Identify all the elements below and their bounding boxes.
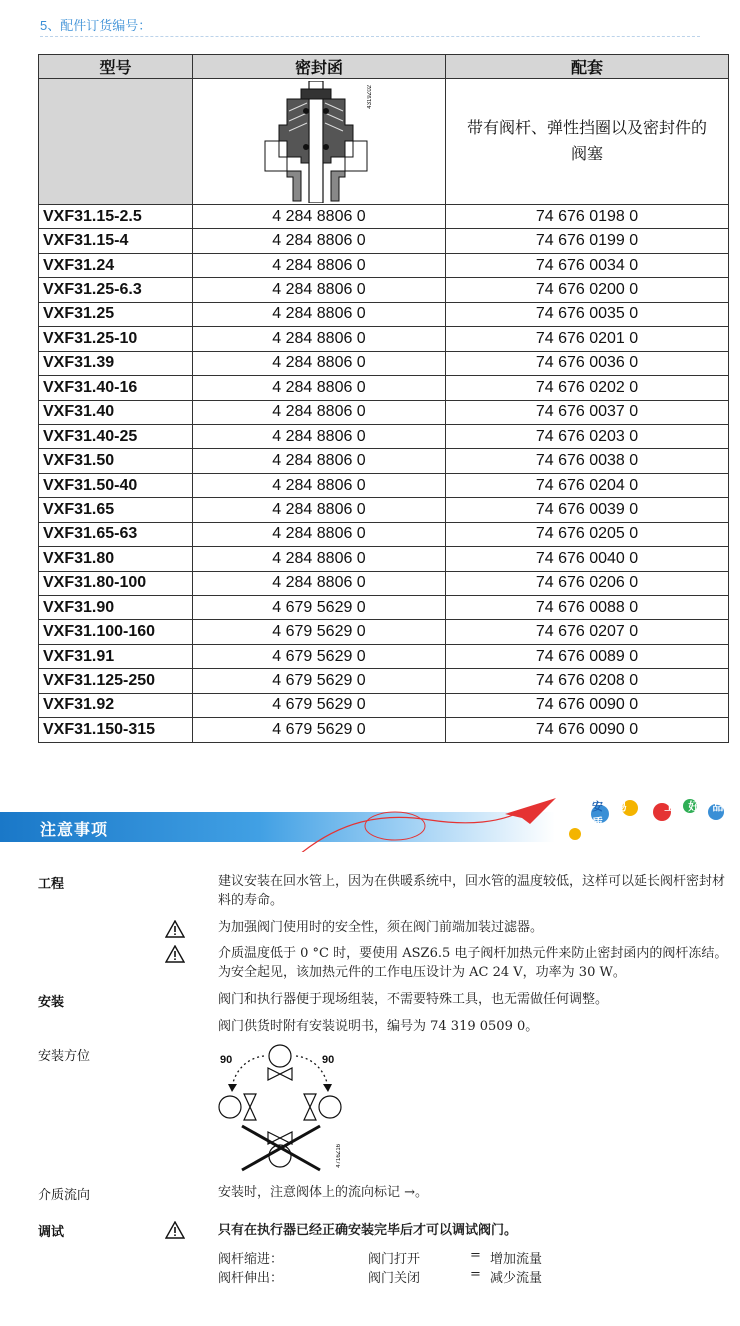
table-row [39,669,729,693]
flow-increase-text: 增加流量 [490,1252,543,1267]
commission-label: 调试 [38,1224,65,1239]
set-number-cell: 74 676 0036 0 [446,351,729,375]
set-number-cell: 74 676 0204 0 [446,473,729,497]
valve-close-text: 阀门关闭 [368,1271,421,1286]
orientation-label: 安装方位 [38,1049,91,1064]
set-number-cell: 74 676 0199 0 [446,229,729,253]
model-cell: VXF31.91 [39,644,193,668]
orientation-angle-right: 90 [322,1054,335,1066]
parts-table [38,54,729,743]
header-seal: 密封函 [193,55,446,79]
install-label: 安装 [38,994,65,1009]
set-number-cell: 74 676 0039 0 [446,498,729,522]
model-cell: VXF31.25 [39,302,193,326]
section-heading: 5、配件订货编号： [40,18,152,33]
table-row [39,400,729,424]
model-cell: VXF31.15-4 [39,229,193,253]
seal-number-cell: 4 679 5629 0 [193,718,446,742]
seal-number-cell: 4 679 5629 0 [193,620,446,644]
table-row [39,522,729,546]
heading-divider [40,36,700,37]
flow-text: 安装时，注意阀体上的流向标记 →。 [218,1185,429,1200]
warning-text-heater: 介质温度低于 0 °C 时，要使用 ASZ6.5 电子阀杆加热元件来防止密封函内的阀杆冻结。为安全起见，该加热元件的工作电压设计为 AC 24 V，功率为 30 W。 [218,946,728,980]
model-cell: VXF31.80 [39,547,193,571]
table-row [39,327,729,351]
table-row [39,644,729,668]
table-row [39,424,729,448]
orientation-drawing-code: 4716Z16 [336,1144,342,1168]
set-number-cell: 74 676 0201 0 [446,327,729,351]
table-row [39,498,729,522]
model-cell: VXF31.92 [39,693,193,717]
engineering-label: 工程 [38,876,65,891]
notes-banner [0,801,740,842]
warning-icon [165,1221,185,1239]
seal-cross-section-drawing [257,81,377,203]
set-number-cell: 74 676 0090 0 [446,693,729,717]
model-cell: VXF31.65-63 [39,522,193,546]
set-number-cell: 74 676 0089 0 [446,644,729,668]
seal-drawing-code: 4319Z02 [367,85,373,109]
model-cell: VXF31.150-315 [39,718,193,742]
table-row [39,302,729,326]
table-row [39,571,729,595]
engineering-text: 建议安装在回水管上，因为在供暖系统中，回水管的温度较低，这样可以延长阀杆密封材料的寿命。 [218,874,726,908]
image-row-empty [39,79,193,205]
set-number-cell: 74 676 0038 0 [446,449,729,473]
image-row [39,79,729,205]
header-model: 型号 [39,55,193,79]
set-number-cell: 74 676 0034 0 [446,253,729,277]
set-description-line1: 带有阀杆、弹性挡圈以及密封件的 [466,119,707,137]
table-row [39,229,729,253]
equals-sign: = [470,1267,481,1282]
set-description-line2: 阀塞 [570,145,603,163]
table-row [39,718,729,742]
model-cell: VXF31.65 [39,498,193,522]
set-description-cell [446,79,729,205]
orientation-angle-left: 90 [220,1054,233,1066]
seal-number-cell: 4 679 5629 0 [193,596,446,620]
header-set: 配套 [446,55,729,79]
slogan-char: 易 [616,801,628,813]
model-cell: VXF31.80-100 [39,571,193,595]
seal-number-cell: 4 284 8806 0 [193,547,446,571]
install-text-manual: 阀门供货时附有安装说明书，编号为 74 319 0509 0。 [218,1019,539,1034]
seal-number-cell: 4 284 8806 0 [193,498,446,522]
table-row [39,620,729,644]
slogan-char: 买 [640,801,652,813]
seal-drawing-cell [193,79,446,205]
orientation-diagram [212,1040,352,1175]
model-cell: VXF31.100-160 [39,620,193,644]
table-row [39,278,729,302]
set-number-cell: 74 676 0205 0 [446,522,729,546]
seal-number-cell: 4 284 8806 0 [193,229,446,253]
set-number-cell: 74 676 0207 0 [446,620,729,644]
seal-number-cell: 4 284 8806 0 [193,376,446,400]
flow-label: 介质流向 [38,1188,91,1203]
slogan-char: 上 [664,801,676,813]
stem-extend-label: 阀杆伸出： [218,1271,284,1286]
seal-number-cell: 4 284 8806 0 [193,424,446,448]
seal-number-cell: 4 679 5629 0 [193,669,446,693]
set-number-cell: 74 676 0088 0 [446,596,729,620]
model-cell: VXF31.25-6.3 [39,278,193,302]
seal-number-cell: 4 284 8806 0 [193,449,446,473]
commission-text: 只有在执行器已经正确安装完毕后才可以调试阀门。 [218,1222,518,1237]
model-cell: VXF31.39 [39,351,193,375]
table-row [39,596,729,620]
seal-number-cell: 4 284 8806 0 [193,571,446,595]
model-cell: VXF31.50 [39,449,193,473]
seal-number-cell: 4 284 8806 0 [193,351,446,375]
model-cell: VXF31.40-25 [39,424,193,448]
model-cell: VXF31.90 [39,596,193,620]
paper-plane-icon [505,798,556,824]
seal-number-cell: 4 284 8806 0 [193,473,446,497]
seal-number-cell: 4 284 8806 0 [193,327,446,351]
equals-sign: = [470,1248,481,1263]
set-number-cell: 74 676 0040 0 [446,547,729,571]
slogan-char: 安 [592,801,603,813]
valve-open-text: 阀门打开 [368,1252,421,1267]
model-cell: VXF31.125-250 [39,669,193,693]
stem-retract-label: 阀杆缩进： [218,1252,284,1267]
table-row [39,473,729,497]
model-cell: VXF31.40 [39,400,193,424]
set-number-cell: 74 676 0035 0 [446,302,729,326]
table-row [39,376,729,400]
table-row [39,449,729,473]
set-number-cell: 74 676 0203 0 [446,424,729,448]
model-cell: VXF31.40-16 [39,376,193,400]
set-number-cell: 74 676 0202 0 [446,376,729,400]
flow-decrease-text: 减少流量 [490,1271,543,1286]
set-number-cell: 74 676 0206 0 [446,571,729,595]
table-row [39,351,729,375]
slogan-char: 好 [688,801,700,813]
model-cell: VXF31.15-2.5 [39,205,193,229]
banner-title: 注意事项 [40,822,109,839]
set-number-cell: 74 676 0208 0 [446,669,729,693]
slogan-char: 品 [712,801,724,813]
seal-number-cell: 4 284 8806 0 [193,400,446,424]
seal-number-cell: 4 284 8806 0 [193,278,446,302]
warning-text-filter: 为加强阀门使用时的安全性，须在阀门前端加装过滤器。 [218,920,544,935]
table-row [39,253,729,277]
set-number-cell: 74 676 0198 0 [446,205,729,229]
warning-icon [165,945,185,963]
set-number-cell: 74 676 0090 0 [446,718,729,742]
set-number-cell: 74 676 0037 0 [446,400,729,424]
seal-number-cell: 4 284 8806 0 [193,253,446,277]
model-cell: VXF31.50-40 [39,473,193,497]
seal-number-cell: 4 284 8806 0 [193,522,446,546]
seal-number-cell: 4 679 5629 0 [193,644,446,668]
seal-number-cell: 4 679 5629 0 [193,693,446,717]
model-cell: VXF31.24 [39,253,193,277]
install-text-assembly: 阀门和执行器便于现场组装，不需要特殊工具，也无需做任何调整。 [218,992,609,1007]
table-row [39,547,729,571]
table-row [39,693,729,717]
set-number-cell: 74 676 0200 0 [446,278,729,302]
slogan-char: 质 [592,817,603,829]
model-cell: VXF31.25-10 [39,327,193,351]
seal-number-cell: 4 284 8806 0 [193,302,446,326]
seal-number-cell: 4 284 8806 0 [193,205,446,229]
warning-icon [165,920,185,938]
table-row [39,205,729,229]
banner-slogan [592,798,740,830]
